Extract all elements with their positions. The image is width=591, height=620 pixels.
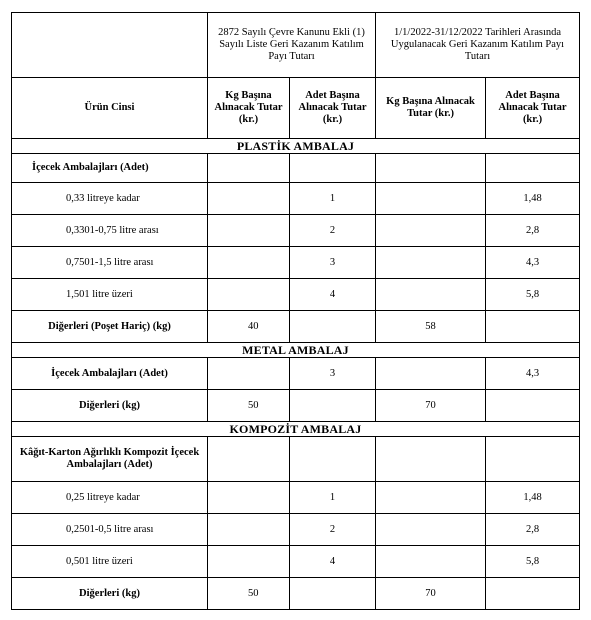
section-title: PLASTİK AMBALAJ [12,139,580,154]
row-label: 0,2501-0,5 litre arası [12,514,208,546]
row-label: Kâğıt-Karton Ağırlıklı Kompozit İçecek Ambalajları (Adet) [12,437,208,482]
section-kompozit [12,422,580,437]
cell-2022-unit: 4,3 [486,358,580,390]
cell-law-unit: 4 [290,279,376,311]
table-row [12,514,580,546]
row-label: Diğerleri (kg) [12,578,208,610]
cell-law-kg [208,358,290,390]
cell-law-unit [290,311,376,343]
cell-law-unit: 1 [290,482,376,514]
cell-2022-unit: 4,3 [486,247,580,279]
section-title: KOMPOZİT AMBALAJ [12,422,580,437]
cell-2022-kg: 70 [376,390,486,422]
cell-law-kg: 50 [208,578,290,610]
fee-table-document [11,12,579,610]
cell-2022-kg [376,279,486,311]
cell-2022-unit [486,578,580,610]
header-group-2022: 1/1/2022-31/12/2022 Tarihleri Arasında Uygulanacak Geri Kazanım Katılım Payı Tutarı [376,13,580,78]
cell-2022-kg [376,514,486,546]
header-product-type: Ürün Cinsi [12,78,208,139]
cell-2022-unit: 1,48 [486,183,580,215]
empty-cell [486,154,580,183]
cell-law-kg [208,279,290,311]
cell-2022-kg [376,215,486,247]
empty-cell [208,154,290,183]
cell-law-unit: 4 [290,546,376,578]
cell-law-unit: 3 [290,247,376,279]
table-row [12,183,580,215]
empty-cell [376,437,486,482]
row-label: 0,7501-1,5 litre arası [12,247,208,279]
header-row-columns [12,78,580,139]
fee-table [11,12,580,610]
cell-law-kg [208,482,290,514]
section-metal [12,343,580,358]
cell-2022-kg [376,482,486,514]
cell-2022-unit: 5,8 [486,546,580,578]
table-row [12,247,580,279]
section-plastik [12,139,580,154]
header-law-per-kg: Kg Başına Alınacak Tutar (kr.) [208,78,290,139]
table-row [12,358,580,390]
cell-law-kg: 50 [208,390,290,422]
empty-cell [208,437,290,482]
empty-cell [376,154,486,183]
row-label: 0,33 litreye kadar [12,183,208,215]
cell-law-kg [208,183,290,215]
cell-law-unit: 1 [290,183,376,215]
row-label: 1,501 litre üzeri [12,279,208,311]
table-row [12,482,580,514]
cell-2022-kg [376,546,486,578]
row-label: Diğerleri (Poşet Hariç) (kg) [12,311,208,343]
table-row [12,390,580,422]
header-blank-cell [12,13,208,78]
header-2022-per-unit: Adet Başına Alınacak Tutar (kr.) [486,78,580,139]
cell-law-unit: 2 [290,514,376,546]
cell-2022-kg [376,183,486,215]
table-row [12,215,580,247]
table-row [12,437,580,482]
cell-2022-unit [486,311,580,343]
cell-law-kg [208,215,290,247]
cell-law-unit [290,390,376,422]
cell-2022-unit [486,390,580,422]
table-row [12,154,580,183]
cell-law-unit [290,578,376,610]
row-label: Diğerleri (kg) [12,390,208,422]
cell-law-unit: 2 [290,215,376,247]
cell-2022-kg [376,358,486,390]
cell-2022-unit: 2,8 [486,514,580,546]
section-title: METAL AMBALAJ [12,343,580,358]
table-row [12,311,580,343]
cell-law-kg [208,514,290,546]
header-row-groups [12,13,580,78]
cell-law-unit: 3 [290,358,376,390]
cell-2022-kg: 58 [376,311,486,343]
row-label: 0,25 litreye kadar [12,482,208,514]
empty-cell [290,437,376,482]
cell-2022-kg [376,247,486,279]
row-label: İçecek Ambalajları (Adet) [12,358,208,390]
cell-2022-unit: 2,8 [486,215,580,247]
header-group-law: 2872 Sayılı Çevre Kanunu Ekli (1) Sayılı Liste Geri Kazanım Katılım Payı Tutarı [208,13,376,78]
cell-2022-unit: 5,8 [486,279,580,311]
empty-cell [486,437,580,482]
table-row [12,578,580,610]
cell-2022-unit: 1,48 [486,482,580,514]
cell-law-kg [208,546,290,578]
cell-law-kg [208,247,290,279]
row-label: 0,3301-0,75 litre arası [12,215,208,247]
row-label: İçecek Ambalajları (Adet) [12,154,208,183]
table-row [12,279,580,311]
row-label: 0,501 litre üzeri [12,546,208,578]
empty-cell [290,154,376,183]
cell-law-kg: 40 [208,311,290,343]
table-row [12,546,580,578]
header-2022-per-kg: Kg Başına Alınacak Tutar (kr.) [376,78,486,139]
cell-2022-kg: 70 [376,578,486,610]
header-law-per-unit: Adet Başına Alınacak Tutar (kr.) [290,78,376,139]
